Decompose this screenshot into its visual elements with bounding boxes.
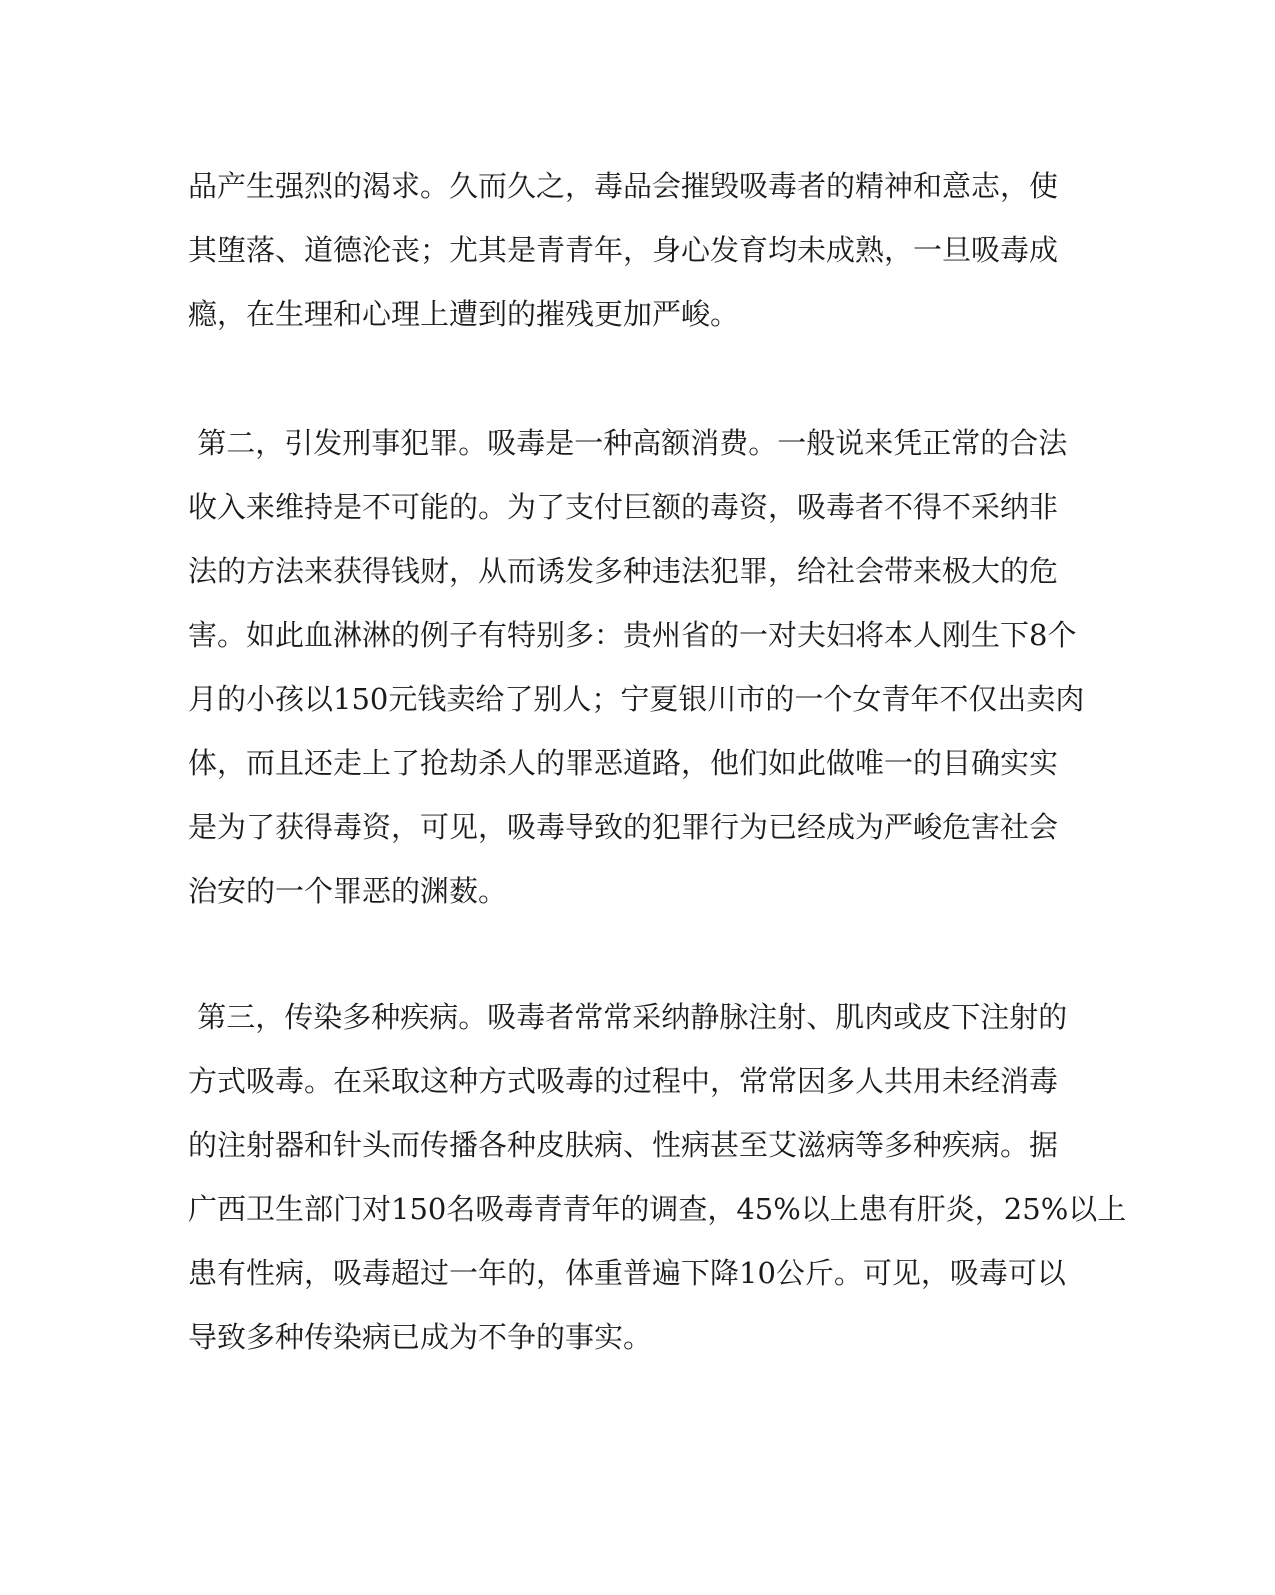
paragraph-1 bbox=[188, 154, 1068, 346]
paragraph-line: 患有性病，吸毒超过一年的，体重普遍下降10公斤。可见，吸毒可以 bbox=[188, 1256, 1066, 1290]
paragraph-line: 月的小孩以150元钱卖给了别人；宁夏银川市的一个女青年不仅出卖肉 bbox=[188, 682, 1085, 716]
paragraph-line: 第二，引发刑事犯罪。吸毒是一种高额消费。一般说来凭正常的合法 bbox=[188, 426, 1068, 460]
paragraph-line: 其堕落、道德沦丧；尤其是青青年，身心发育均未成熟，一旦吸毒成 bbox=[188, 233, 1059, 267]
paragraph-line: 方式吸毒。在采取这种方式吸毒的过程中，常常因多人共用未经消毒 bbox=[188, 1064, 1059, 1098]
paragraph-3 bbox=[188, 985, 1127, 1369]
paragraph-line: 治安的一个罪恶的渊薮。 bbox=[188, 874, 508, 908]
paragraph-line: 第三，传染多种疾病。吸毒者常常采纳静脉注射、肌肉或皮下注射的 bbox=[188, 1000, 1068, 1034]
paragraph-line: 体，而且还走上了抢劫杀人的罪恶道路，他们如此做唯一的目确实实 bbox=[188, 746, 1059, 780]
paragraph-line: 瘾，在生理和心理上遭到的摧残更加严峻。 bbox=[188, 297, 740, 331]
paragraph-2 bbox=[188, 411, 1085, 923]
paragraph-line: 品产生强烈的渴求。久而久之，毒品会摧毁吸毒者的精神和意志，使 bbox=[188, 169, 1059, 203]
paragraph-line: 广西卫生部门对150名吸毒青青年的调查，45%以上患有肝炎，25%以上 bbox=[188, 1192, 1127, 1226]
paragraph-line: 导致多种传染病已成为不争的事实。 bbox=[188, 1320, 653, 1354]
paragraph-line: 害。如此血淋淋的例子有特别多：贵州省的一对夫妇将本人刚生下8个 bbox=[188, 618, 1077, 652]
paragraph-line: 收入来维持是不可能的。为了支付巨额的毒资，吸毒者不得不采纳非 bbox=[188, 490, 1059, 524]
paragraph-line: 的注射器和针头而传播各种皮肤病、性病甚至艾滋病等多种疾病。据 bbox=[188, 1128, 1059, 1162]
paragraph-line: 法的方法来获得钱财，从而诱发多种违法犯罪，给社会带来极大的危 bbox=[188, 554, 1059, 588]
paragraph-line: 是为了获得毒资，可见，吸毒导致的犯罪行为已经成为严峻危害社会 bbox=[188, 810, 1059, 844]
